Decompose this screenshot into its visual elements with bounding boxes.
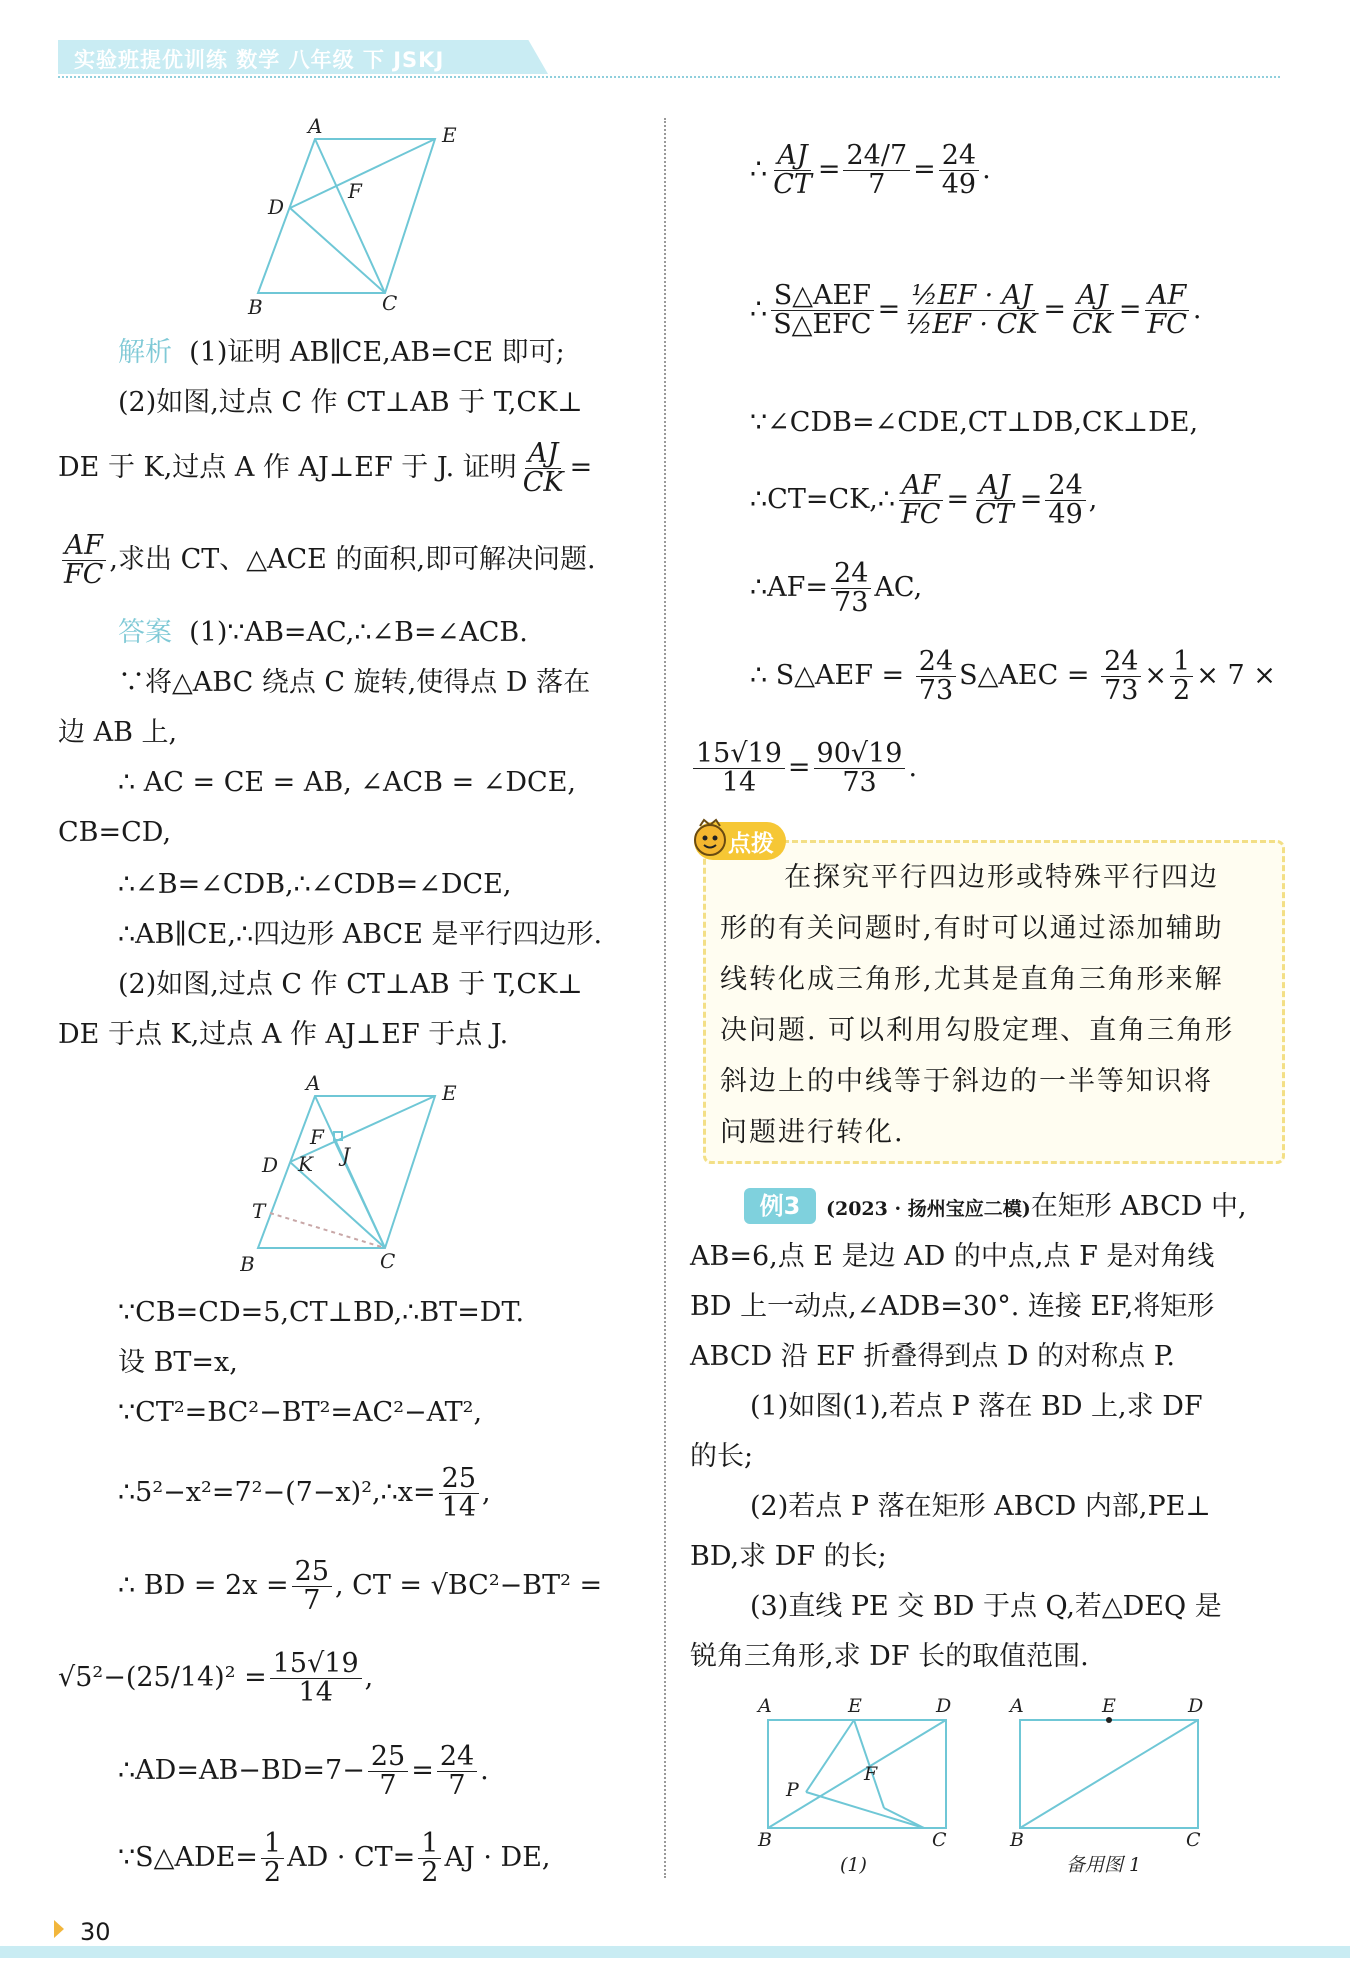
calc-text: , CT = √BC²−BT² = bbox=[335, 1570, 603, 1601]
right-line-2 bbox=[750, 282, 1201, 339]
eq: = bbox=[817, 154, 841, 185]
answer-line-4: ∴ AC = CE = AB, ∠ACB = ∠DCE, bbox=[118, 767, 576, 798]
fig2-label-k: K bbox=[298, 1152, 313, 1176]
fraction-num: AF bbox=[62, 532, 106, 561]
right-line-7 bbox=[690, 740, 917, 797]
calc-text: ∴AD=AB−BD=7− bbox=[118, 1755, 365, 1786]
tip-badge bbox=[694, 822, 786, 860]
fraction-num: 25 bbox=[292, 1558, 332, 1587]
fraction-den: FC bbox=[64, 559, 104, 590]
answer-line-1 bbox=[118, 616, 528, 650]
fraction-num: 24 bbox=[1045, 472, 1085, 501]
fraction-num: 25 bbox=[439, 1465, 479, 1494]
fraction-den: 7 bbox=[868, 169, 886, 200]
fraction-den: 14 bbox=[441, 1492, 476, 1523]
calc-text: , bbox=[1088, 484, 1098, 515]
fig2-label-e: E bbox=[442, 1081, 457, 1105]
calc-text: ∴5²−x²=7²−(7−x)²,∴x= bbox=[118, 1477, 436, 1508]
fig3-label-b: B bbox=[758, 1829, 772, 1851]
example-line-2: AB=6,点 E 是边 AD 的中点,点 F 是对角线 bbox=[690, 1241, 1215, 1272]
analysis-text-1: (1)证明 AB∥CE,AB=CE 即可; bbox=[189, 337, 565, 368]
right-line-6 bbox=[750, 648, 1276, 705]
example-source: (2023 · 扬州宝应二模) bbox=[826, 1198, 1031, 1220]
fraction-num: 24 bbox=[1101, 648, 1141, 677]
fraction-den: 73 bbox=[842, 767, 877, 798]
fraction-den: CT bbox=[773, 169, 812, 200]
calc-line-2: 设 BT=x, bbox=[118, 1347, 238, 1378]
header-rule bbox=[58, 76, 1280, 78]
tip-line-5: 斜边上的中线等于斜边的一半等知识将 bbox=[720, 1066, 1213, 1097]
example-line-10: 锐角三角形,求 DF 长的取值范围. bbox=[690, 1641, 1089, 1672]
fraction-num: 15√19 bbox=[270, 1650, 362, 1679]
fraction bbox=[972, 472, 1017, 529]
tip-label: 点拨 bbox=[728, 831, 774, 857]
analysis-text-4: ,求出 CT、△ACE 的面积,即可解决问题. bbox=[109, 544, 596, 575]
fig4-label-a: A bbox=[1010, 1696, 1024, 1717]
fig1-label-a: A bbox=[308, 115, 323, 138]
fraction-num: AJ bbox=[976, 472, 1012, 501]
fraction bbox=[61, 532, 106, 589]
fraction bbox=[693, 740, 785, 797]
fig4-label-b: B bbox=[1010, 1829, 1024, 1851]
example-line-1 bbox=[826, 1190, 1247, 1226]
calc-text: S△AEC = bbox=[959, 660, 1090, 691]
fraction-num: ½EF · AJ bbox=[908, 282, 1035, 311]
fig2-label-f: F bbox=[310, 1125, 324, 1149]
example-badge: 例3 bbox=[744, 1188, 816, 1224]
calc-text: ∴ bbox=[750, 294, 768, 325]
fraction-den: 7 bbox=[379, 1770, 397, 1801]
fraction-den: ½EF · CK bbox=[906, 309, 1038, 340]
fig3-label-p: P bbox=[786, 1779, 799, 1801]
header-title: 实验班提优训练 数学 八年级 下 JSKJ bbox=[74, 48, 445, 72]
fig4-label-c: C bbox=[1186, 1829, 1201, 1851]
fraction-den: 49 bbox=[941, 169, 977, 200]
analysis-text-3: DE 于 K,过点 A 作 AJ⊥EF 于 J. 证明 bbox=[58, 452, 517, 483]
fraction-den: 73 bbox=[1104, 675, 1139, 706]
fig2-label-c: C bbox=[380, 1249, 396, 1272]
fraction-num: 24/7 bbox=[843, 142, 910, 171]
calc-line-5 bbox=[118, 1558, 602, 1615]
calc-text: √5²−(25/14)² bbox=[58, 1662, 236, 1693]
fraction bbox=[831, 560, 871, 617]
fraction-num: 25 bbox=[368, 1743, 408, 1772]
calc-text: . bbox=[908, 752, 918, 783]
answer-line-3: 边 AB 上, bbox=[58, 717, 178, 748]
page-number: 30 bbox=[80, 1918, 111, 1946]
figure-parallelogram-2 bbox=[240, 1072, 470, 1272]
analysis-tag: 解析 bbox=[118, 337, 172, 368]
analysis-line-1 bbox=[118, 336, 565, 370]
page-marker-icon bbox=[54, 1920, 64, 1938]
answer-line-6: ∴∠B=∠CDB,∴∠CDB=∠DCE, bbox=[118, 869, 512, 900]
calc-line-4 bbox=[118, 1465, 491, 1522]
fraction bbox=[368, 1743, 408, 1800]
calc-text: AJ · DE, bbox=[444, 1842, 551, 1873]
fraction-den: S△EFC bbox=[773, 309, 872, 340]
example-line-4: ABCD 沿 EF 折叠得到点 D 的对称点 P. bbox=[690, 1341, 1176, 1372]
column-divider bbox=[664, 118, 666, 1878]
calc-line-7 bbox=[118, 1743, 489, 1800]
fraction-num: S△AEF bbox=[771, 282, 874, 311]
fraction bbox=[770, 282, 874, 339]
example-line-8: BD,求 DF 的长; bbox=[690, 1541, 887, 1572]
analysis-line-3 bbox=[58, 440, 592, 497]
calc-text: ∴ BD = 2x = bbox=[118, 1570, 289, 1601]
fraction-num: AJ bbox=[774, 142, 810, 171]
fraction-den: 14 bbox=[721, 767, 757, 798]
fraction-den: FC bbox=[1147, 309, 1187, 340]
example-line-7: (2)若点 P 落在矩形 ABCD 内部,PE⊥ bbox=[750, 1491, 1211, 1522]
fraction-den: 14 bbox=[298, 1677, 333, 1708]
tip-line-6: 问题进行转化. bbox=[720, 1117, 905, 1148]
eq: = bbox=[1019, 484, 1043, 515]
calc-text: ∵S△ADE= bbox=[118, 1842, 258, 1873]
answer-line-8: (2)如图,过点 C 作 CT⊥AB 于 T,CK⊥ bbox=[118, 969, 583, 1000]
fraction bbox=[1144, 282, 1189, 339]
eq: = bbox=[569, 452, 593, 483]
footer-band bbox=[0, 1946, 1350, 1958]
calc-line-3: ∵CT²=BC²−BT²=AC²−AT², bbox=[118, 1397, 483, 1428]
calc-text: . bbox=[1192, 294, 1202, 325]
fraction-den: 7 bbox=[303, 1585, 321, 1616]
fraction-den: 73 bbox=[834, 587, 869, 618]
eq: = bbox=[1043, 294, 1067, 325]
eq: = bbox=[946, 484, 970, 515]
calc-text: ∴AF= bbox=[750, 572, 829, 603]
calc-text: . bbox=[982, 154, 991, 185]
example-text: 在矩形 ABCD 中, bbox=[1030, 1191, 1247, 1222]
fig1-label-c: C bbox=[382, 291, 398, 315]
fig2-label-d: D bbox=[262, 1153, 279, 1177]
fig2-label-j: J bbox=[342, 1143, 351, 1167]
fraction-num: 24 bbox=[437, 1743, 477, 1772]
eq: = bbox=[913, 154, 936, 185]
example-line-6: 的长; bbox=[690, 1441, 754, 1472]
tip-line-1: 在探究平行四边形或特殊平行四边 bbox=[784, 862, 1219, 893]
right-line-3: ∵∠CDB=∠CDE,CT⊥DB,CK⊥DE, bbox=[750, 407, 1199, 438]
answer-line-9: DE 于点 K,过点 A 作 AJ⊥EF 于点 J. bbox=[58, 1019, 509, 1050]
fraction bbox=[1045, 472, 1085, 529]
lightbulb-mascot-icon bbox=[690, 816, 730, 862]
answer-line-7: ∴AB∥CE,∴四边形 ABCE 是平行四边形. bbox=[118, 919, 603, 950]
fig3-label-d: D bbox=[936, 1696, 952, 1717]
fraction-num: AF bbox=[899, 472, 943, 501]
fraction bbox=[261, 1830, 284, 1887]
fraction-den: 2 bbox=[421, 1857, 439, 1888]
example-line-3: BD 上一动点,∠ADB=30°. 连接 EF,将矩形 bbox=[690, 1291, 1215, 1322]
fraction bbox=[770, 142, 815, 199]
fig2-label-t: T bbox=[252, 1199, 266, 1223]
fraction-num: 24 bbox=[939, 142, 979, 171]
fraction-den: 49 bbox=[1048, 499, 1083, 530]
fraction-den: 7 bbox=[448, 1770, 466, 1801]
fraction-num: 24 bbox=[831, 560, 871, 589]
fig1-label-d: D bbox=[268, 195, 285, 219]
calc-text: AC, bbox=[874, 572, 923, 603]
fig3-label-f: F bbox=[864, 1763, 878, 1785]
fraction bbox=[814, 740, 906, 797]
calc-text: AD · CT= bbox=[287, 1842, 416, 1873]
fraction bbox=[270, 1650, 362, 1707]
eq: = bbox=[244, 1662, 267, 1693]
calc-text: ∴ bbox=[750, 154, 768, 185]
fraction bbox=[1069, 282, 1116, 339]
figure-rectangle-backup bbox=[1006, 1696, 1222, 1876]
fig4-caption: 备用图 1 bbox=[1066, 1854, 1142, 1876]
fraction bbox=[843, 142, 910, 199]
fig3-label-c: C bbox=[932, 1829, 947, 1851]
fig1-label-b: B bbox=[248, 295, 263, 315]
right-line-5 bbox=[750, 560, 922, 617]
calc-text: × 7 × bbox=[1196, 660, 1276, 691]
fraction-num: 24 bbox=[916, 648, 956, 677]
fraction-num: AJ bbox=[525, 440, 561, 469]
fig1-label-f: F bbox=[348, 179, 362, 203]
fraction bbox=[1101, 648, 1141, 705]
tip-line-3: 线转化成三角形,尤其是直角三角形来解 bbox=[720, 964, 1224, 995]
answer-line-2: ∵将△ABC 绕点 C 旋转,使得点 D 落在 bbox=[118, 667, 591, 698]
fraction-den: 2 bbox=[263, 1857, 282, 1888]
calc-text: ∴CT=CK,∴ bbox=[750, 484, 896, 515]
answer-text-1: (1)∵AB=AC,∴∠B=∠ACB. bbox=[189, 617, 528, 648]
fraction bbox=[903, 282, 1040, 339]
fraction bbox=[1170, 648, 1193, 705]
fraction-den: CK bbox=[1072, 309, 1113, 340]
analysis-line-4 bbox=[58, 532, 596, 589]
fig3-label-a: A bbox=[758, 1696, 772, 1717]
eq: = bbox=[787, 752, 811, 783]
calc-text: ∴ S△AEF = bbox=[750, 660, 905, 691]
fraction-num: AF bbox=[1145, 282, 1189, 311]
right-line-4 bbox=[750, 472, 1097, 529]
figure-rectangle-1 bbox=[756, 1696, 972, 1876]
tip-line-4: 决问题. 可以利用勾股定理、直角三角形 bbox=[720, 1015, 1235, 1046]
calc-line-6 bbox=[58, 1650, 373, 1707]
fraction bbox=[916, 648, 956, 705]
fraction bbox=[939, 142, 979, 199]
fraction bbox=[898, 472, 943, 529]
analysis-line-2: (2)如图,过点 C 作 CT⊥AB 于 T,CK⊥ bbox=[118, 387, 583, 418]
fraction-num: 1 bbox=[418, 1830, 441, 1859]
fraction-den: 2 bbox=[1173, 675, 1191, 706]
fig2-label-a: A bbox=[306, 1072, 321, 1095]
fraction bbox=[292, 1558, 332, 1615]
fraction bbox=[418, 1830, 441, 1887]
fig4-label-d: D bbox=[1188, 1696, 1204, 1717]
fraction-den: CT bbox=[975, 499, 1014, 530]
calc-text: , bbox=[482, 1477, 491, 1508]
eq: = bbox=[411, 1755, 434, 1786]
fraction bbox=[437, 1743, 477, 1800]
answer-tag: 答案 bbox=[118, 617, 172, 648]
fig3-label-e: E bbox=[848, 1696, 862, 1717]
calc-line-1: ∵CB=CD=5,CT⊥BD,∴BT=DT. bbox=[118, 1297, 525, 1328]
calc-text: , bbox=[364, 1662, 374, 1693]
eq: = bbox=[877, 294, 901, 325]
fraction bbox=[520, 440, 567, 497]
answer-line-5: CB=CD, bbox=[58, 817, 172, 848]
fraction-num: 1 bbox=[261, 1830, 284, 1859]
fig4-label-e: E bbox=[1102, 1696, 1116, 1717]
fraction-num: 15√19 bbox=[693, 740, 785, 769]
fraction-num: 90√19 bbox=[814, 740, 906, 769]
fig3-caption: (1) bbox=[840, 1854, 867, 1876]
eq: = bbox=[1118, 294, 1142, 325]
fraction bbox=[439, 1465, 479, 1522]
example-line-5: (1)如图(1),若点 P 落在 BD 上,求 DF bbox=[750, 1391, 1203, 1422]
fraction-num: 1 bbox=[1170, 648, 1193, 677]
tip-line-2: 形的有关问题时,有时可以通过添加辅助 bbox=[720, 913, 1224, 944]
fraction-num: AJ bbox=[1074, 282, 1110, 311]
fraction-den: FC bbox=[901, 499, 941, 530]
fraction-den: 73 bbox=[918, 675, 954, 706]
calc-line-8 bbox=[118, 1830, 551, 1887]
right-line-1 bbox=[750, 142, 991, 199]
calc-text: . bbox=[480, 1755, 489, 1786]
fraction-den: CK bbox=[522, 467, 564, 498]
calc-text: × bbox=[1144, 660, 1168, 691]
fig2-label-b: B bbox=[240, 1252, 255, 1272]
example-line-9: (3)直线 PE 交 BD 于点 Q,若△DEQ 是 bbox=[750, 1591, 1222, 1622]
figure-parallelogram-1 bbox=[240, 115, 470, 315]
fig1-label-e: E bbox=[442, 123, 457, 147]
